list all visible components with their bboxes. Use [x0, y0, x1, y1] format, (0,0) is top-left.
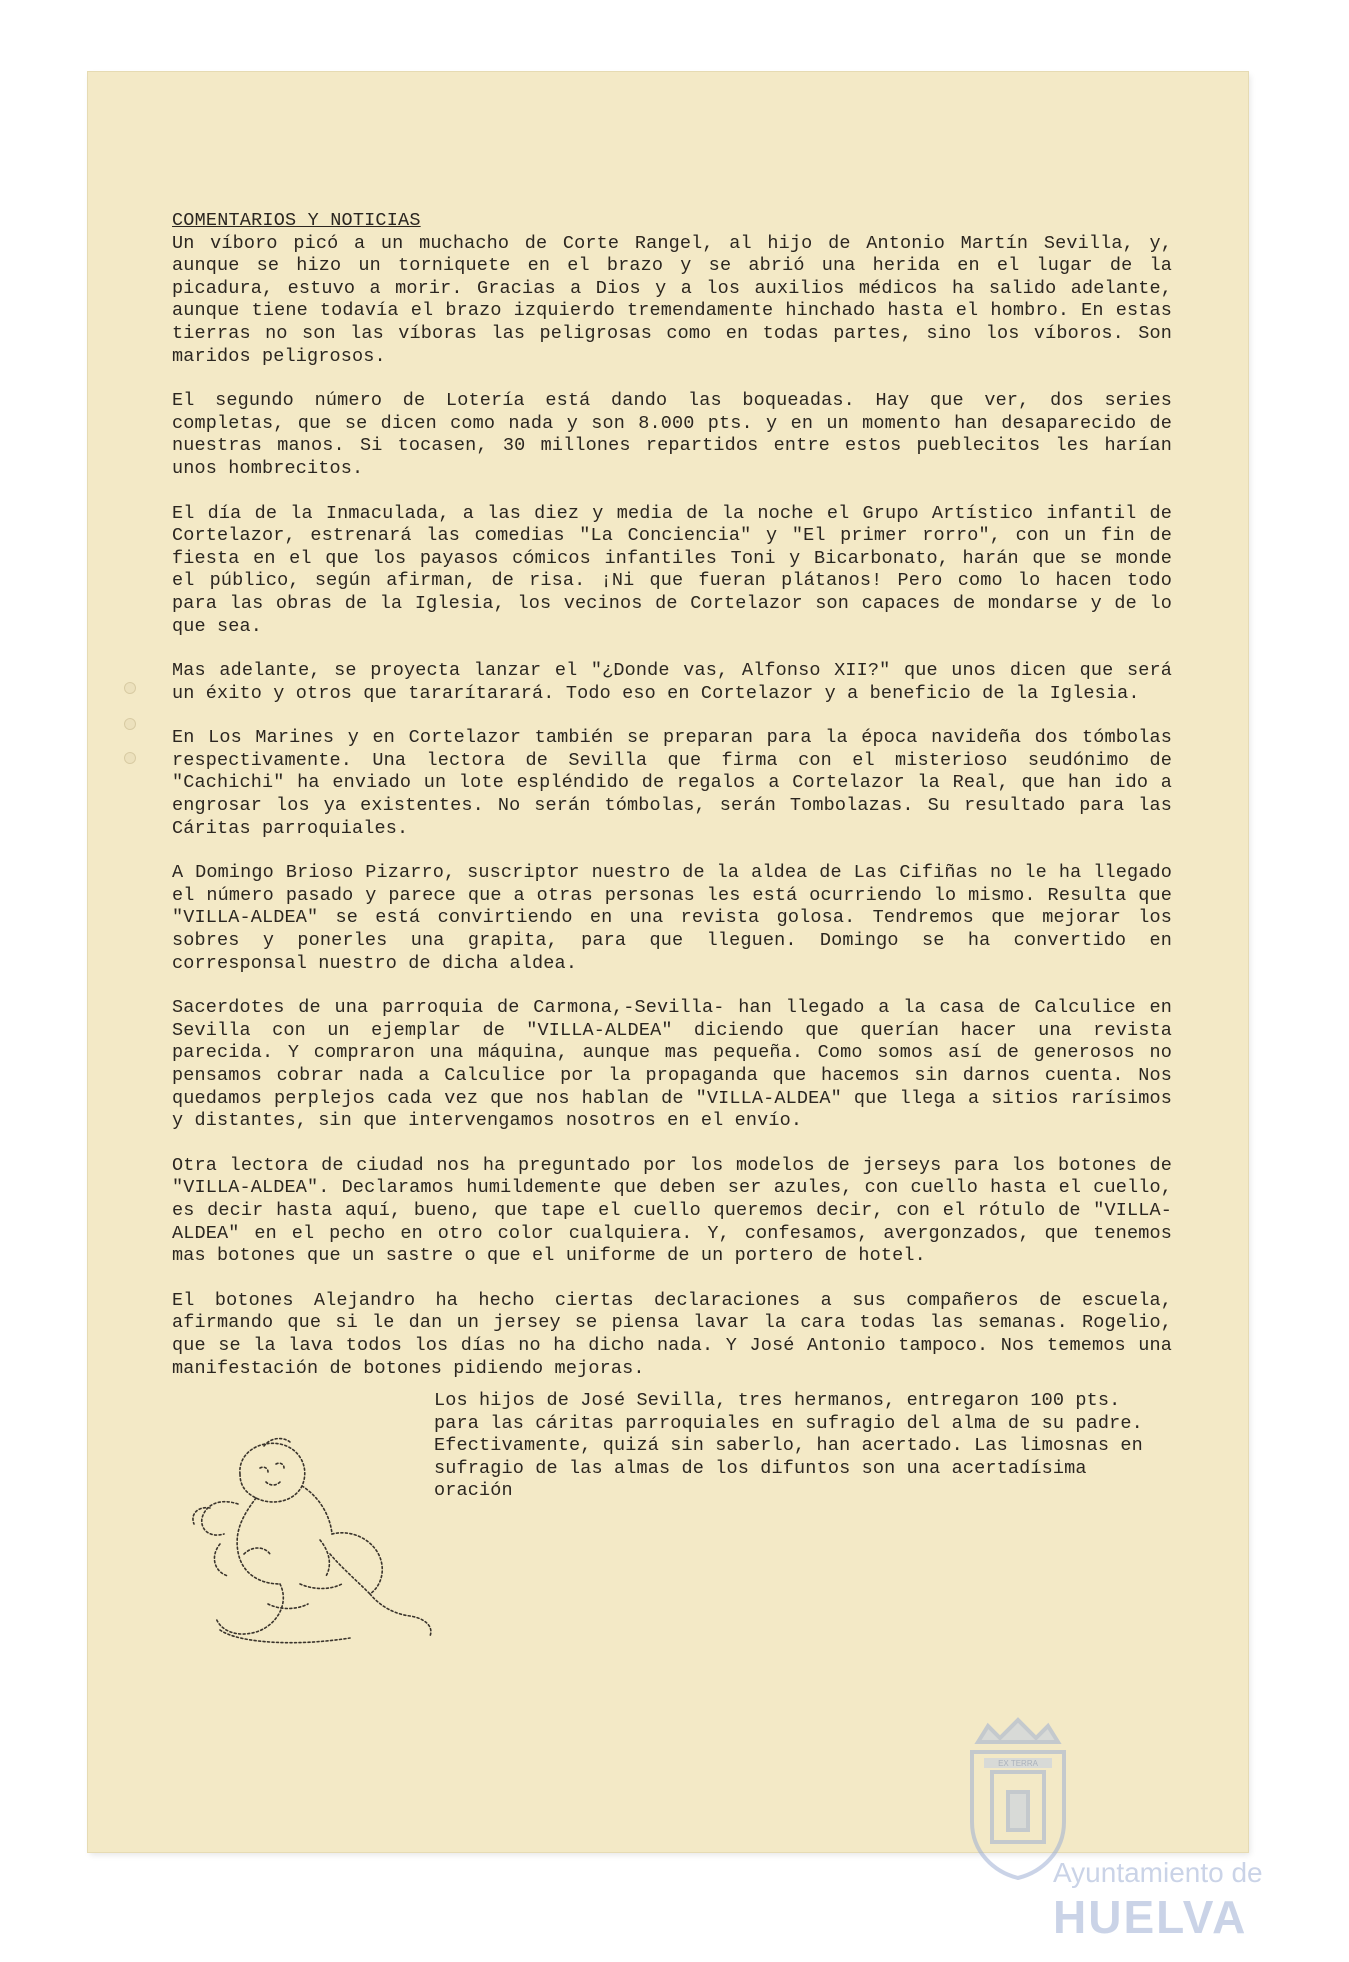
- punch-hole-mark: [124, 718, 136, 730]
- news-paragraph: Sacerdotes de una parroquia de Carmona,-Sevilla- han llegado a la casa de Calculice en Sevilla con un ejemplar de "VILLA-ALDEA" diciendo que querían hacer una revista parecida. Y compraron una máquina, aunque mas pequeña. Como somos así de generosos no pensamos cobrar nada a Calculice por la propaganda que hacemos sin darnos cuenta. Nos quedamos perplejos cada vez que nos hablan de "VILLA-ALDEA" que llega a sitios rarísimos y distantes, sin que intervengamos nosotros en el envío.: [172, 997, 1172, 1132]
- news-paragraph: En Los Marines y en Cortelazor también se preparan para la época navideña dos tómbolas respectivamente. Una lectora de Sevilla que firma con el misterioso seudónimo de "Cachichi" ha enviado un lote espléndido de regalos a Cortelazor la Real, que han ido a engrosar los ya existentes. No serán tómbolas, serán Tombolazas. Su resultado para las Cáritas parroquiales.: [172, 727, 1172, 839]
- stencil-angel-drawing: [180, 1434, 440, 1649]
- punch-hole-mark: [124, 682, 136, 694]
- huelva-watermark: [958, 1712, 1349, 1962]
- section-heading: COMENTARIOS Y NOTICIAS: [172, 210, 421, 231]
- article-body: [172, 210, 1172, 1402]
- closing-note: Los hijos de José Sevilla, tres hermanos, entregaron 100 pts. para las cáritas parroquiales en sufragio del alma de su padre. Efectivamente, quizá sin saberlo, han acertado. Las limosnas en sufragio de las almas de los difuntos son una acertadísima oración: [434, 1390, 1143, 1502]
- watermark-line-2: HUELVA: [1053, 1891, 1248, 1943]
- news-paragraph: El segundo número de Lotería está dando las boqueadas. Hay que ver, dos series completas, que se dicen como nada y son 8.000 pts. y en un momento han desaparecido de nuestras manos. Si tocasen, 30 millones repartidos entre estos pueblecitos les harían unos hombrecitos.: [172, 390, 1172, 479]
- watermark-line-1: Ayuntamiento de: [1053, 1857, 1263, 1888]
- news-paragraph: Otra lectora de ciudad nos ha preguntado por los modelos de jerseys para los botones de "VILLA-ALDEA". Declaramos humildemente que deben ser azules, con cuello hasta el cuello, es decir hasta aquí, bueno, que tape el cuello queremos decir, con el rótulo de "VILLA-ALDEA" en el pecho en otro color cualquiera. Y, confesamos, avergonzados, que tenemos mas botones que un sastre o que el uniforme de un portero de hotel.: [172, 1154, 1172, 1267]
- punch-hole-mark: [124, 752, 136, 764]
- news-paragraph: El día de la Inmaculada, a las diez y media de la noche el Grupo Artístico infantil de Cortelazor, estrenará las comedias "La Conciencia" y "El primer rorro", con un fin de fiesta en el que los payasos cómicos infantiles Toni y Bicarbonato, harán que se monde el público, según afirman, de risa. ¡Ni que fueran plátanos! Pero como lo hacen todo para las obras de la Iglesia, los vecinos de Cortelazor son capaces de mondarse y de lo que sea.: [172, 502, 1172, 637]
- news-paragraph: El botones Alejandro ha hecho ciertas declaraciones a sus compañeros de escuela, afirmando que si le dan un jersey se piensa lavar la cara todas las semanas. Rogelio, que se la lava todos los días no ha dicho nada. Y José Antonio tampoco. Nos tememos una manifestación de botones pidiendo mejoras.: [172, 1289, 1172, 1379]
- news-paragraph: Mas adelante, se proyecta lanzar el "¿Donde vas, Alfonso XII?" que unos dicen que será un éxito y otros que tararítarará. Todo eso en Cortelazor y a beneficio de la Iglesia.: [172, 660, 1172, 704]
- typewritten-page: [88, 72, 1263, 1943]
- news-paragraph: A Domingo Brioso Pizarro, suscriptor nuestro de la aldea de Las Cifiñas no le ha llegado el número pasado y parece que a otras personas les está ocurriendo lo mismo. Resulta que "VILLA-ALDEA" se está convirtiendo en una revista golosa. Tendremos que mejorar los sobres y ponerles una grapita, para que lleguen. Domingo se ha convertido en corresponsal nuestro de dicha aldea.: [172, 862, 1172, 974]
- banner-text: EX TERRA: [998, 1759, 1038, 1768]
- news-paragraph: Un víboro picó a un muchacho de Corte Rangel, al hijo de Antonio Martín Sevilla, y, aunque se hizo un torniquete en el brazo y se abrió una herida en el lugar de la picadura, estuvo a morir. Gracias a Dios y a los auxilios médicos ha salido adelante, aunque tiene todavía el brazo izquierdo tremendamente hinchado hasta el hombro. En estas tierras no son las víboras las peligrosas como en todas partes, sino los víboros. Son maridos peligrosos.: [172, 232, 1172, 367]
